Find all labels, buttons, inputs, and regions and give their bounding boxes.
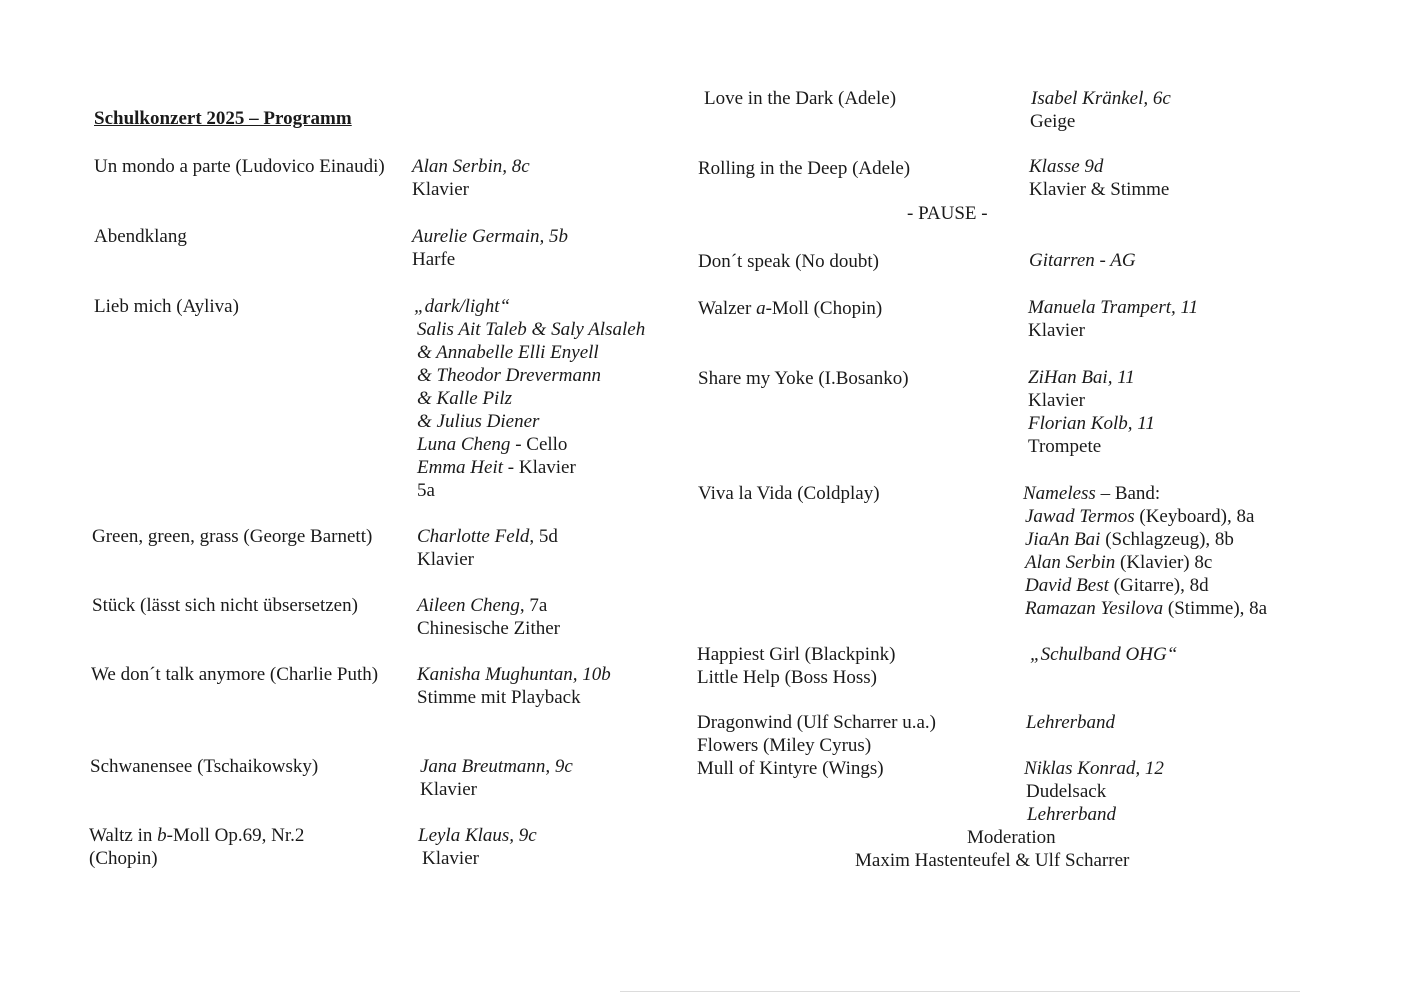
performer-name: Alan Serbin [1025, 552, 1116, 573]
group-name: „Schulband OHG“ [1030, 644, 1178, 665]
group-name: Lehrerband [1027, 804, 1117, 825]
piece-title: Happiest Girl (Blackpink) [697, 644, 896, 665]
scan-edge-line [620, 991, 1300, 992]
performer-name: Aileen Cheng [417, 595, 520, 616]
performer-name: Emma Heit [417, 457, 504, 478]
performer-name: Manuela Trampert, 11 [1028, 297, 1199, 318]
performer-name: Jana Breutmann, 9c [420, 756, 573, 777]
instrument: Harfe [412, 249, 456, 270]
piece-title: Mull of Kintyre (Wings) [697, 758, 884, 779]
performer-name: Isabel Kränkel, 6c [1031, 88, 1171, 109]
piece-title: Lieb mich (Ayliva) [94, 296, 239, 317]
group-name: Nameless [1023, 483, 1096, 504]
performer-block [1026, 711, 1115, 734]
performer-block: Aileen Cheng, 7a Chinesische Zither [417, 595, 560, 639]
piece-title: Green, green, grass (George Barnett) [92, 526, 373, 547]
performer-name: Aurelie Germain, 5b [412, 226, 569, 247]
piece-title: Viva la Vida (Coldplay) [698, 483, 880, 504]
performer-block [420, 755, 573, 801]
instrument: Geige [1030, 111, 1076, 132]
performer-name: ZiHan Bai, 11 [1028, 367, 1135, 388]
piece-list [697, 643, 895, 689]
instrument: Chinesische Zither [417, 618, 560, 639]
piece-list [697, 711, 936, 780]
piece-title: Don´t speak (No doubt) [698, 251, 879, 272]
performer-block: Charlotte Feld, 5d Klavier [417, 526, 558, 570]
instrument: Klavier & Stimme [1029, 179, 1170, 200]
instrument: Trompete [1028, 436, 1102, 457]
piece-title: Rolling in the Deep (Adele) [698, 158, 911, 179]
performer-name: Niklas Konrad, 12 [1024, 758, 1164, 779]
performer-block [1028, 366, 1155, 458]
performer-name: Charlotte Feld [417, 526, 530, 547]
instrument: Klavier [417, 549, 474, 570]
moderation-names: Maxim Hastenteufel & Ulf Scharrer [855, 850, 1130, 871]
performer-block [1028, 296, 1198, 342]
performer-name: & Kalle Pilz [417, 388, 512, 409]
group-name: „dark/light“ [414, 296, 511, 317]
class-label: 5a [417, 480, 435, 501]
group-name: Gitarren - AG [1029, 250, 1136, 271]
performer-block [1030, 643, 1177, 666]
performer-block [1024, 757, 1164, 826]
piece-title: Waltz in b-Moll Op.69, Nr.2 (Chopin) [89, 825, 305, 869]
instrument: Dudelsack [1026, 781, 1107, 802]
performer-name: Leyla Klaus, 9c [418, 825, 537, 846]
performer-name: David Best [1025, 575, 1109, 596]
piece-title: Little Help (Boss Hoss) [697, 667, 877, 688]
performer-block [1029, 249, 1136, 272]
piece-title: Un mondo a parte (Ludovico Einaudi) [94, 156, 385, 177]
piece-title: Walzer a-Moll (Chopin) [698, 298, 883, 319]
instrument: Klavier [420, 779, 477, 800]
piece-title: Love in the Dark (Adele) [704, 88, 897, 109]
group-name: Lehrerband [1026, 712, 1116, 733]
piece-title: Dragonwind (Ulf Scharrer u.a.) [697, 712, 936, 733]
performer-block [418, 824, 537, 870]
performer-name: Salis Ait Taleb & Saly Alsaleh [417, 319, 646, 340]
piece-title: Flowers (Miley Cyrus) [697, 735, 872, 756]
instrument: Klavier [1028, 320, 1085, 341]
piece-title: Share my Yoke (I.Bosanko) [698, 368, 909, 389]
performer-name: Klasse 9d [1029, 156, 1104, 177]
pause-label: - PAUSE - [907, 203, 988, 224]
piece-title: We don´t talk anymore (Charlie Puth) [91, 664, 379, 685]
performer-name: Kanisha Mughuntan, 10b [417, 664, 611, 685]
performer-name: Luna Cheng [417, 434, 511, 455]
instrument: - Cello [510, 434, 568, 455]
instrument: Klavier [1028, 390, 1085, 411]
performer-name: JiaAn Bai [1025, 529, 1101, 550]
instrument: Stimme mit Playback [417, 687, 581, 708]
performer-name: & Annabelle Elli Enyell [417, 342, 599, 363]
performer-name: & Julius Diener [417, 411, 540, 432]
performer-block [412, 295, 645, 502]
performer-name: & Theodor Drevermann [417, 365, 601, 386]
program-title: Schulkonzert 2025 – Programm [94, 108, 352, 129]
performer-name: Florian Kolb, 11 [1028, 413, 1155, 434]
instrument: Klavier [412, 179, 469, 200]
performer-block [412, 225, 568, 271]
performer-name: Jawad Termos [1025, 506, 1135, 527]
piece-title: Abendklang [94, 226, 187, 247]
performer-name: Alan Serbin, 8c [412, 156, 530, 177]
instrument: Klavier [422, 848, 479, 869]
performer-block [1030, 87, 1171, 133]
piece-title: Stück (lässt sich nicht übsersetzen) [92, 595, 358, 616]
moderation-label: Moderation [967, 827, 1056, 848]
instrument: - Klavier [503, 457, 576, 478]
performer-block [412, 155, 530, 201]
performer-block: Nameless – Band: Jawad Termos (Keyboard), 8a JiaAn Bai (Schlagzeug), 8b Alan Serbin (Klavier) 8c David Best (Gitarre), 8d Ramazan Yesilova (Stimme), 8a [1023, 483, 1268, 619]
performer-block [417, 663, 611, 709]
piece-title: Schwanensee (Tschaikowsky) [90, 756, 319, 777]
performer-block [1029, 155, 1169, 201]
performer-name: Ramazan Yesilova [1025, 598, 1164, 619]
